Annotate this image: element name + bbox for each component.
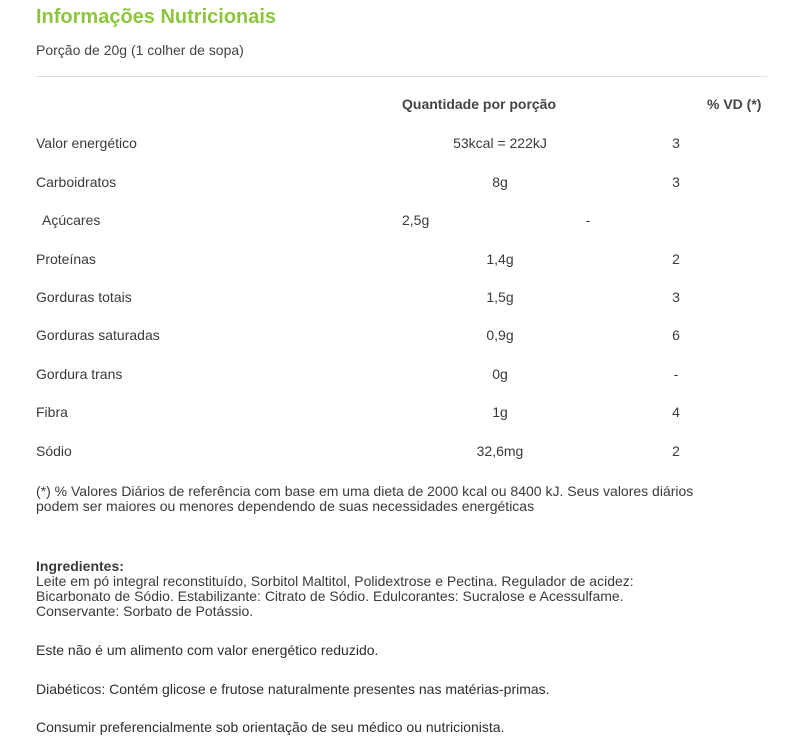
daily-value-footnote <box>36 484 776 514</box>
ingredients-line: Conservante: Sorbato de Potássio. <box>36 603 254 619</box>
nutrient-name: Gorduras saturadas <box>36 327 160 343</box>
reduced-energy-note: Este não é um alimento com valor energético reduzido. <box>36 642 379 658</box>
nutrient-daily-value: 3 <box>672 135 680 151</box>
nutrient-quantity: 0g <box>492 366 508 382</box>
nutrient-daily-value: 2 <box>672 251 680 267</box>
nutrient-daily-value: 3 <box>672 289 680 305</box>
nutrient-name: Sódio <box>36 443 72 459</box>
nutrient-quantity: 1,5g <box>486 289 514 305</box>
column-header-quantity: Quantidade por porção <box>402 96 557 112</box>
page-title: Informações Nutricionais <box>36 6 277 28</box>
ingredients-line: Leite em pó integral reconstituído, Sorbitol Maltitol, Polidextrose e Pectina. Regulador de acidez: <box>36 573 634 589</box>
footnote-line: podem ser maiores ou menores dependendo de suas necessidades energéticas <box>36 498 535 514</box>
table-row <box>0 289 800 309</box>
nutrient-quantity: 8g <box>492 174 508 190</box>
diabetics-note: Diabéticos: Contém glicose e frutose naturalmente presentes nas matérias-primas. <box>36 681 550 697</box>
nutrient-name: Gordura trans <box>36 366 123 382</box>
ingredients-line: Bicarbonato de Sódio. Estabilizante: Citrato de Sódio. Edulcorantes: Sucralose e Acessulfame. <box>36 588 624 604</box>
nutrient-quantity: 1,4g <box>486 251 514 267</box>
nutrient-daily-value: 3 <box>672 174 680 190</box>
footnote-line: (*) % Valores Diários de referência com base em uma dieta de 2000 kcal ou 8400 kJ. Seus valores diários <box>36 483 694 499</box>
nutrient-name: Fibra <box>36 404 68 420</box>
nutrient-quantity: 2,5g <box>402 212 430 228</box>
table-row <box>0 174 800 194</box>
nutrient-daily-value: - <box>585 212 591 228</box>
table-row <box>0 135 800 155</box>
nutrient-name: Valor energético <box>36 135 137 151</box>
table-row <box>0 212 800 232</box>
nutrient-name: Açúcares <box>42 212 101 228</box>
nutrient-daily-value: 4 <box>672 404 680 420</box>
table-row <box>0 251 800 271</box>
nutrient-daily-value: 2 <box>672 443 680 459</box>
nutrient-quantity: 1g <box>492 404 508 420</box>
table-row <box>0 404 800 424</box>
table-row <box>0 443 800 463</box>
nutrient-name: Carboidratos <box>36 174 117 190</box>
nutrient-quantity: 0,9g <box>486 327 514 343</box>
nutrient-name: Proteínas <box>36 251 96 267</box>
table-row <box>0 327 800 347</box>
nutrient-quantity: 53kcal = 222kJ <box>453 135 547 151</box>
table-row <box>0 366 800 386</box>
ingredients-heading: Ingredientes: <box>36 558 124 574</box>
column-header-daily-value: % VD (*) <box>707 96 762 112</box>
nutrient-quantity: 32,6mg <box>476 443 524 459</box>
consult-note: Consumir preferencialmente sob orientação de seu médico ou nutricionista. <box>36 719 505 735</box>
portion-size: Porção de 20g (1 colher de sopa) <box>36 42 244 58</box>
nutrient-daily-value: 6 <box>672 327 680 343</box>
nutrient-daily-value: - <box>673 366 679 382</box>
divider <box>36 76 767 77</box>
ingredients-list <box>36 574 776 619</box>
nutrient-name: Gorduras totais <box>36 289 132 305</box>
